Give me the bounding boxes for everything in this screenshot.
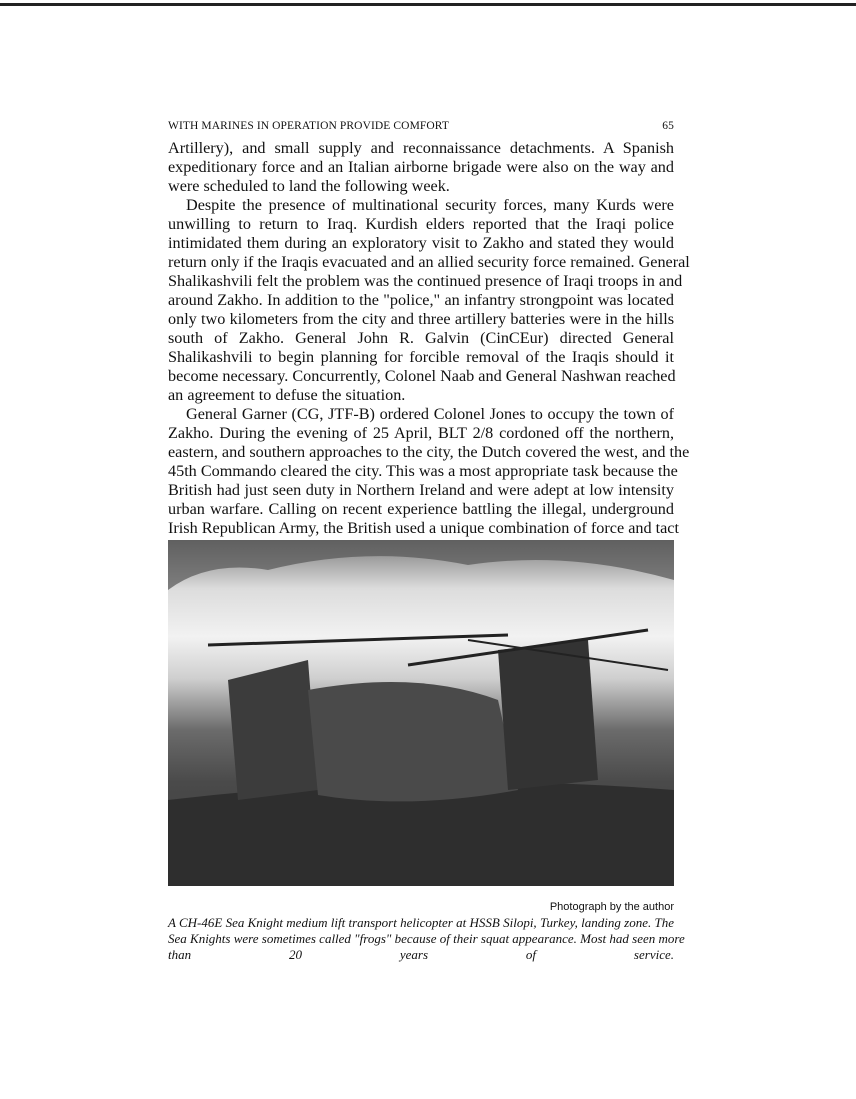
body-line: Artillery), and small supply and reconnaissance detachments. A Spanish	[168, 139, 674, 157]
page-number: 65	[662, 120, 674, 132]
body-line: only two kilometers from the city and three artillery batteries were in the hills	[168, 310, 674, 328]
body-line: Shalikashvili to begin planning for forcible removal of the Iraqis should it	[168, 348, 674, 366]
body-line: around Zakho. In addition to the "police," an infantry strongpoint was located	[168, 291, 674, 309]
body-line: unwilling to return to Iraq. Kurdish elders reported that the Iraqi police	[168, 215, 674, 233]
caption-line: Sea Knights were sometimes called "frogs" because of their squat appearance. Most had seen more	[168, 931, 685, 946]
body-line: an agreement to defuse the situation.	[168, 386, 406, 404]
body-line: urban warfare. Calling on recent experience battling the illegal, underground	[168, 500, 674, 518]
body-line: 45th Commando cleared the city. This was a most appropriate task because the	[168, 462, 678, 480]
body-line: intimidated them during an exploratory visit to Zakho and stated they would	[168, 234, 674, 252]
body-text	[168, 139, 690, 538]
caption-line: than 20 years of service.	[168, 947, 674, 962]
body-line: Despite the presence of multinational security forces, many Kurds were	[186, 196, 674, 214]
helicopter-photo-image	[168, 540, 674, 886]
scan-edge-line	[0, 3, 856, 6]
photo-credit: Photograph by the author	[549, 901, 674, 913]
body-line: were scheduled to land the following week.	[168, 177, 450, 195]
body-line: return only if the Iraqis evacuated and an allied security force remained. General	[168, 253, 690, 271]
caption-line: A CH-46E Sea Knight medium lift transport helicopter at HSSB Silopi, Turkey, landing zone. The	[168, 915, 674, 930]
body-line: eastern, and southern approaches to the city, the Dutch covered the west, and the	[168, 443, 690, 461]
helicopter-photo	[168, 540, 674, 886]
body-line: become necessary. Concurrently, Colonel Naab and General Nashwan reached	[168, 367, 676, 385]
running-title: WITH MARINES IN OPERATION PROVIDE COMFORT	[168, 120, 450, 132]
body-line: Irish Republican Army, the British used a unique combination of force and tact	[168, 519, 679, 537]
body-line: British had just seen duty in Northern Ireland and were adept at low intensity	[168, 481, 674, 499]
figure-caption	[168, 915, 685, 963]
body-line: Shalikashvili felt the problem was the continued presence of Iraqi troops in and	[168, 272, 683, 290]
body-line: expeditionary force and an Italian airborne brigade were also on the way and	[168, 158, 674, 176]
running-header	[168, 120, 674, 132]
body-line: Zakho. During the evening of 25 April, BLT 2/8 cordoned off the northern,	[168, 424, 674, 442]
body-line: south of Zakho. General John R. Galvin (CinCEur) directed General	[168, 329, 674, 347]
body-line: General Garner (CG, JTF-B) ordered Colonel Jones to occupy the town of	[186, 405, 674, 423]
